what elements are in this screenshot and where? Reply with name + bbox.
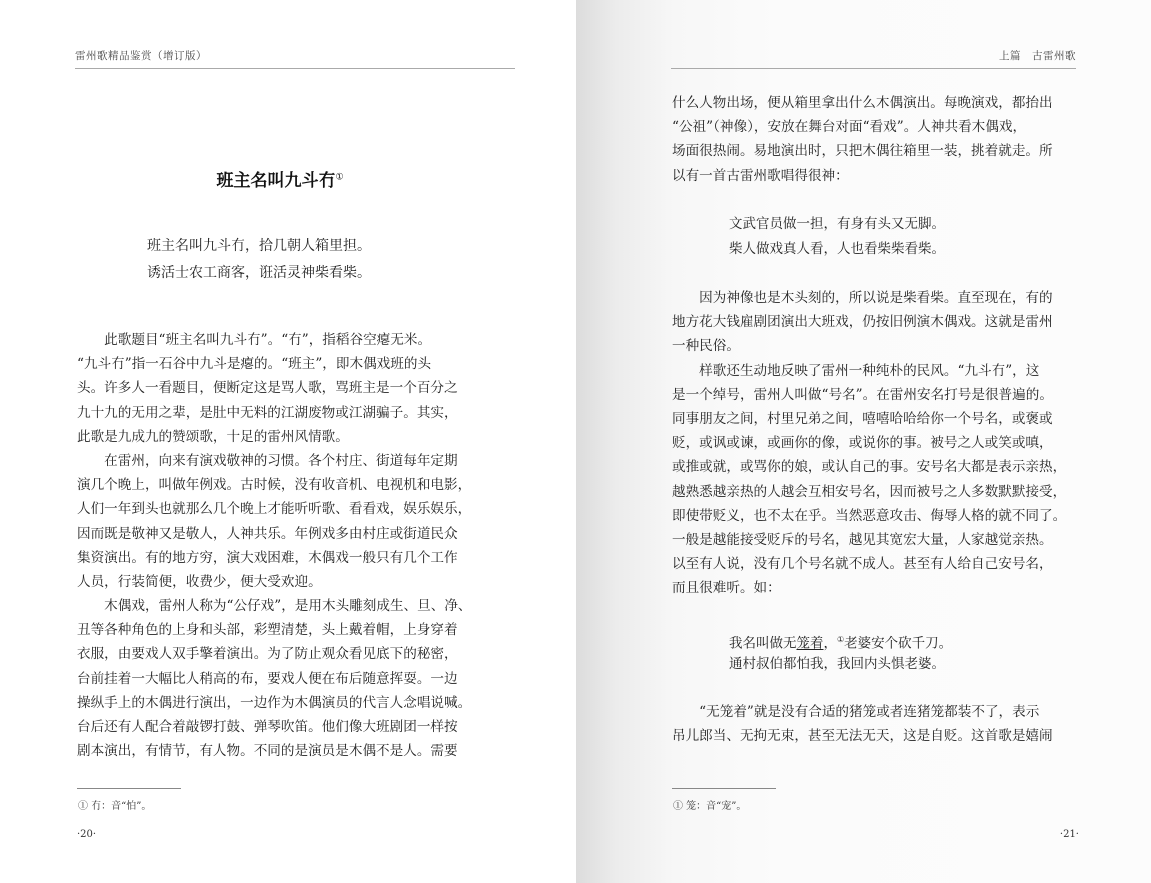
song-title (80, 166, 480, 191)
body-line: 丑等各种角色的上身和头部，彩塑清楚，头上戴着帽，上身穿着 (77, 622, 458, 639)
body-line: 九十九的无用之辈，是肚中无料的江湖废物或江湖骗子。其实， (77, 404, 458, 421)
right-header-rule (671, 68, 1076, 69)
right-running-head: 上篇 古雷州歌 (999, 50, 1076, 62)
right-verse-1 (729, 212, 945, 262)
verse-line (729, 627, 952, 652)
body-line: 台后还有人配合着敲锣打鼓、弹琴吹笛。他们像大班剧团一样按 (77, 719, 458, 735)
body-line: 吊儿郎当、无拘无束，甚至无法无天，这是自贬。这首歌是嬉闹 (672, 728, 1053, 745)
left-verse (147, 233, 371, 287)
verse-text: 我名叫做无 (729, 635, 797, 652)
verse-line: 通村叔伯都怕我，我回内头惧老婆。 (729, 656, 945, 672)
body-line: 而且很难听。如： (672, 580, 781, 597)
left-footnote-rule (77, 788, 181, 789)
body-line: “公祖”（神像），安放在舞台对面“看戏”。人神共看木偶戏， (672, 119, 1027, 136)
body-line: 是一个绰号，雷州人叫做“号名”。在雷州安名打号是很普遍的。 (672, 386, 1053, 403)
right-body-mid (672, 286, 1066, 600)
verse-footnote-marker: ① (837, 635, 845, 644)
left-running-head: 雷州歌精品鉴赏（增订版） (75, 50, 207, 62)
body-line: 头。许多人一看题目，便断定这是骂人歌，骂班主是一个百分之 (77, 380, 458, 397)
body-line: 人们一年到头也就那么几个晚上才能听听歌、看看戏，娱乐娱乐， (77, 501, 472, 518)
body-line: 即使带贬义，也不太在乎。当然恶意攻击、侮辱人格的就不同了。 (672, 507, 1067, 524)
body-line: 一般是越能接受贬斥的号名，越见其宽宏大量，人家越觉亲热。 (672, 531, 1053, 548)
song-title-text: 班主名叫九斗冇 (216, 171, 336, 191)
left-page-number: ·20· (77, 829, 97, 840)
body-line: 集资演出。有的地方穷，演大戏困难，木偶戏一般只有几个工作 (77, 549, 458, 566)
body-line: 剧本演出，有情节，有人物。不同的是演员是木偶不是人。需要 (77, 743, 458, 760)
body-line: 越熟悉越亲热的人越会互相安号名，因而被号之人多数默默接受， (672, 483, 1067, 500)
body-line: 木偶戏，雷州人称为“公仔戏”，是用木头雕刻成生、旦、净、 (77, 598, 472, 615)
body-line: 贬，或讽或谏，或画你的像，或说你的事。被号之人或笑或嗔， (672, 435, 1053, 452)
body-line: 以至有人说，没有几个号名就不成人。甚至有人给自己安号名， (672, 556, 1053, 573)
comma: ， (823, 635, 837, 652)
body-line: 此歌题目“班主名叫九斗冇”。“冇”，指稻谷空瘪无米。 (77, 332, 432, 348)
verse-line: 文武官员做一担，有身有头又无脚。 (729, 216, 945, 232)
verse-text: 老婆安个砍千刀。 (844, 635, 953, 652)
right-body-bottom (672, 700, 1053, 748)
title-footnote-marker: ① (335, 172, 344, 183)
right-page (576, 0, 1151, 883)
body-line: 地方花大钱雇剧团演出大班戏，仍按旧例演木偶戏。这就是雷州 (672, 314, 1053, 331)
body-line: 在雷州，向来有演戏敬神的习惯。各个村庄、街道每年定期 (77, 452, 458, 469)
body-line: 操纵手上的木偶进行演出，一边作为木偶演员的代言人念唱说喊。 (77, 694, 472, 711)
body-line: 同事朋友之间，村里兄弟之间，嘻嘻哈哈给你一个号名，或褒或 (672, 410, 1053, 427)
body-line: 台前挂着一大幅比人稍高的布，要戏人便在布后随意挥耍。一边 (77, 670, 458, 687)
right-body-top (672, 91, 1053, 188)
underlined-word: 笼着 (796, 635, 824, 652)
right-footnote-rule (672, 788, 776, 789)
body-line: 因为神像也是木头刻的，所以说是柴看柴。直至现在，有的 (672, 290, 1053, 306)
left-body-text (77, 328, 472, 763)
body-line: “无笼着”就是没有合适的猪笼或者连猪笼都装不了，表示 (672, 704, 1040, 720)
verse-line: 柴人做戏真人看，人也看柴柴看柴。 (729, 241, 945, 257)
body-line: 样歌还生动地反映了雷州一种纯朴的民风。“九斗冇”，这 (672, 362, 1040, 379)
body-line: 此歌是九成九的赞颂歌，十足的雷州风情歌。 (77, 428, 349, 445)
body-line: 或推或就，或骂你的娘，或认自己的事。安号名大都是表示亲热， (672, 459, 1067, 476)
body-line: 人员，行装简便，收费少，便大受欢迎。 (77, 573, 322, 590)
right-verse-2 (729, 627, 952, 677)
body-line: 场面很热闹。易地演出时，只把木偶往箱里一装，挑着就走。所 (672, 143, 1053, 160)
body-line: 什么人物出场，便从箱里拿出什么木偶演出。每晚演戏，都抬出 (672, 95, 1053, 111)
left-footnote: ① 冇：音“怕”。 (78, 801, 152, 812)
verse-line: 班主名叫九斗冇，拾几朝人箱里担。 (147, 238, 371, 254)
right-page-number: ·21· (1059, 829, 1079, 840)
body-line: 演几个晚上，叫做年例戏。古时候，没有收音机、电视机和电影， (77, 477, 472, 494)
left-header-rule (75, 68, 515, 69)
verse-line: 诱活士农工商客，诳活灵神柴看柴。 (147, 265, 371, 281)
right-footnote: ① 笼：音“宠”。 (673, 801, 747, 812)
body-line: “九斗冇”指一石谷中九斗是瘪的。“班主”，即木偶戏班的头 (77, 356, 432, 373)
body-line: 因而既是敬神又是敬人，人神共乐。年例戏多由村庄或街道民众 (77, 525, 458, 542)
body-line: 一种民俗。 (672, 338, 740, 355)
body-line: 衣服，由要戏人双手擎着演出。为了防止观众看见底下的秘密， (77, 646, 458, 663)
body-line: 以有一首古雷州歌唱得很神： (672, 167, 849, 184)
